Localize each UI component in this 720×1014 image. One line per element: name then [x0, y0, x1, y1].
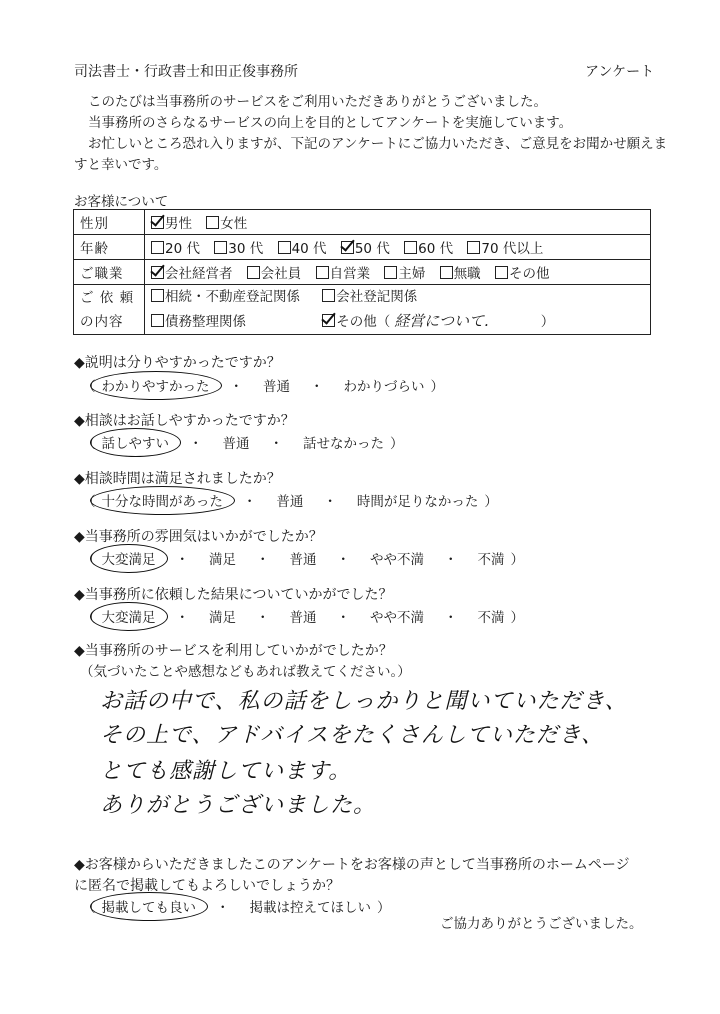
answer-option[interactable]: 普通	[289, 610, 317, 626]
answer-option[interactable]: 掲載は控えてほしい	[249, 900, 371, 916]
question-atmosphere: ◆当事務所の雰囲気はいかがでしたか？	[74, 529, 323, 545]
checkbox-checked[interactable]	[151, 216, 164, 229]
answer-option-selected[interactable]: 掲載しても良い	[96, 896, 203, 916]
age-option-70[interactable]: 70 代以上	[467, 237, 543, 257]
job-option-other[interactable]: その他	[495, 262, 550, 282]
question-time: ◆相談時間は満足されましたか？	[74, 471, 281, 487]
answer-option[interactable]: 話せなかった	[303, 436, 384, 452]
answer-option[interactable]: 普通	[263, 379, 290, 395]
closing-thanks: ご協力ありがとうございました。	[440, 916, 643, 932]
question-clarity: ◆説明は分りやすかったですか？	[74, 355, 281, 371]
question-ease: ◆相談はお話しやすかったですか？	[74, 413, 295, 429]
gender-row	[74, 210, 651, 235]
answer-option[interactable]: 普通	[289, 552, 317, 568]
answer-option[interactable]: わかりづらい	[343, 379, 425, 395]
customer-info-table	[73, 209, 651, 335]
gender-option-female[interactable]: 女性	[206, 212, 247, 232]
request-option-corporate[interactable]: 会社登記関係	[322, 285, 417, 309]
job-option-housewife[interactable]: 主婦	[384, 262, 425, 282]
age-option-40[interactable]: 40 代	[278, 237, 327, 257]
checkbox-checked[interactable]	[322, 314, 335, 327]
request-option-inheritance[interactable]: 相続・不動産登記関係	[151, 285, 300, 309]
age-option-20[interactable]: 20 代	[151, 237, 200, 257]
answer-option-selected[interactable]: 話しやすい	[96, 432, 176, 452]
checkbox[interactable]	[316, 266, 329, 279]
answer-option[interactable]: やや不満	[370, 610, 424, 626]
handwritten-feedback-line: とても感謝しています。	[100, 759, 352, 784]
job-option-executive[interactable]: 会社経営者	[151, 262, 233, 282]
checkbox[interactable]	[467, 241, 480, 254]
checkbox[interactable]	[206, 216, 219, 229]
checkbox[interactable]	[495, 266, 508, 279]
checkbox[interactable]	[151, 289, 164, 302]
feedback-subtext: （気づいたことや感想などもあれば教えてください。）	[80, 664, 411, 680]
age-option-50[interactable]: 50 代	[341, 237, 390, 257]
intro-line: お忙しいところ恐れ入りますが、下記のアンケートにご協力いただき、ご意見をお聞かせ願えますと幸いです。	[74, 136, 668, 173]
answer-option-selected[interactable]: わかりやすかった	[96, 375, 216, 395]
other-written-text: 経営について.	[394, 312, 489, 330]
request-option-debt[interactable]: 債務整理関係	[151, 310, 246, 334]
document-type: アンケート	[585, 64, 655, 80]
checkbox[interactable]	[278, 241, 291, 254]
answer-option[interactable]: 時間が足りなかった	[356, 494, 479, 510]
handwritten-feedback-line: お話の中で、私の話をしっかりと聞いていただき、	[100, 689, 628, 714]
job-option-self-employed[interactable]: 自営業	[316, 262, 371, 282]
checkbox[interactable]	[151, 241, 164, 254]
request-option-other[interactable]: その他（ 経営について. ）	[322, 309, 554, 334]
checkbox[interactable]	[404, 241, 417, 254]
answer-row-ease: （ 話しやすい ・ 普通 ・ 話せなかった ）	[82, 432, 404, 452]
checkbox[interactable]	[322, 289, 335, 302]
answer-option[interactable]: 満足	[209, 610, 236, 626]
question-feedback: ◆当事務所のサービスを利用していかがでしたか？	[74, 643, 393, 659]
answer-row-publish: （ 掲載しても良い ・ 掲載は控えてほしい ）	[82, 896, 391, 916]
answer-option[interactable]: 不満	[477, 610, 505, 626]
office-name: 司法書士・行政書士和田正俊事務所	[74, 64, 298, 80]
answer-row-result: （ 大変満足 ・ 満足 ・ 普通 ・ やや不満 ・ 不満 ）	[82, 606, 524, 626]
answer-option[interactable]: 普通	[276, 494, 304, 510]
checkbox[interactable]	[151, 314, 164, 327]
job-option-employee[interactable]: 会社員	[247, 262, 302, 282]
handwritten-feedback-line: ありがとうございました。	[100, 793, 377, 818]
answer-option[interactable]: やや不満	[370, 552, 424, 568]
checkbox[interactable]	[247, 266, 260, 279]
checkbox-checked[interactable]	[341, 241, 354, 254]
age-option-30[interactable]: 30 代	[214, 237, 263, 257]
handwritten-feedback-line: その上で、アドバイスをたくさんしていただき、	[100, 723, 605, 748]
answer-row-clarity: （ わかりやすかった ・ 普通 ・ わかりづらい ）	[82, 375, 444, 395]
job-row	[74, 260, 651, 285]
answer-option-selected[interactable]: 大変満足	[96, 548, 162, 568]
gender-label: 性別	[74, 210, 145, 235]
question-result: ◆当事務所に依頼した結果についていかがでした？	[74, 587, 393, 603]
answer-option[interactable]: 普通	[222, 436, 250, 452]
gender-option-male[interactable]: 男性	[151, 212, 192, 232]
answer-option-selected[interactable]: 十分な時間があった	[96, 490, 229, 510]
intro-text	[74, 92, 674, 176]
request-label: ご 依 頼 の内容	[74, 285, 145, 335]
intro-line: 当事務所のさらなるサービスの向上を目的としてアンケートを実施しています。	[88, 115, 573, 131]
job-label: ご職業	[74, 260, 145, 285]
answer-option[interactable]: 満足	[209, 552, 236, 568]
answer-option[interactable]: 不満	[477, 552, 505, 568]
answer-option-selected[interactable]: 大変満足	[96, 606, 162, 626]
checkbox[interactable]	[440, 266, 453, 279]
checkbox[interactable]	[384, 266, 397, 279]
answer-row-atmosphere: （ 大変満足 ・ 満足 ・ 普通 ・ やや不満 ・ 不満 ）	[82, 548, 524, 568]
age-row	[74, 235, 651, 260]
question-publish-line2: に匿名で掲載してもよろしいでしょうか？	[74, 878, 340, 894]
checkbox[interactable]	[214, 241, 227, 254]
answer-row-time: （ 十分な時間があった ・ 普通 ・ 時間が足りなかった ）	[82, 490, 498, 510]
intro-line: このたびは当事務所のサービスをご利用いただきありがとうございました。	[88, 94, 547, 110]
question-publish-line1: ◆お客様からいただきましたこのアンケートをお客様の声として当事務所のホームページ	[74, 857, 630, 873]
job-option-unemployed[interactable]: 無職	[440, 262, 481, 282]
request-row	[74, 285, 651, 335]
customer-section-label: お客様について	[74, 194, 169, 210]
checkbox-checked[interactable]	[151, 266, 164, 279]
age-label: 年齢	[74, 235, 145, 260]
age-option-60[interactable]: 60 代	[404, 237, 453, 257]
